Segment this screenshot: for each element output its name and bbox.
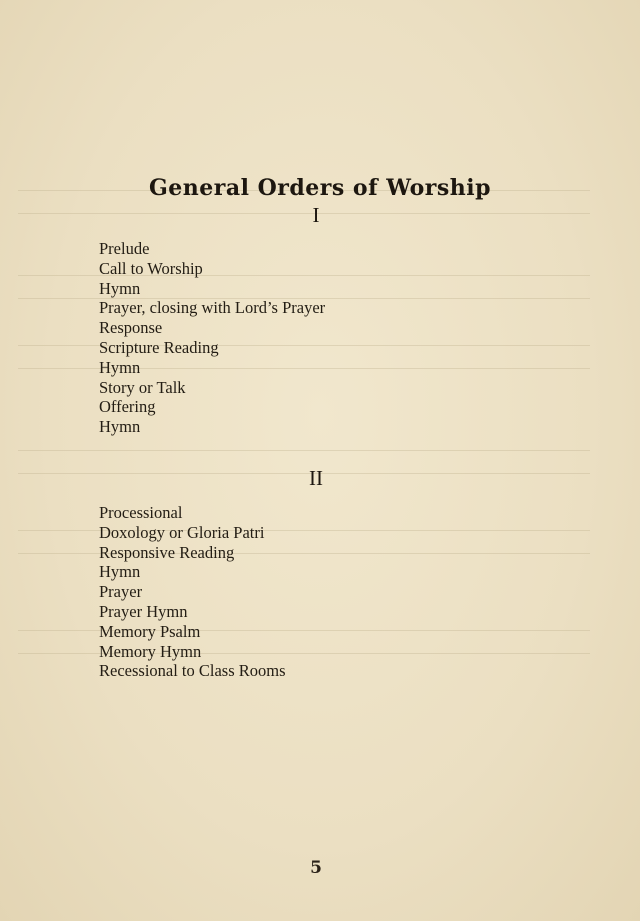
list-item: Doxology or Gloria Patri: [99, 522, 265, 542]
page-title: General Orders of Worship: [148, 174, 491, 201]
list-item: Memory Psalm: [99, 621, 201, 641]
list-item: Hymn: [99, 562, 141, 582]
list-item: Prayer: [99, 582, 143, 602]
list-item: Story or Talk: [99, 377, 186, 397]
list-item: Responsive Reading: [99, 542, 235, 562]
list-item: Hymn: [99, 417, 141, 437]
order-list-1: [99, 239, 325, 437]
list-item: Hymn: [99, 278, 141, 298]
list-item: Recessional to Class Rooms: [99, 661, 286, 681]
list-item: Prelude: [99, 239, 150, 258]
section-numeral-2: II: [309, 466, 323, 490]
list-item: Processional: [99, 503, 183, 522]
list-item: Call to Worship: [99, 258, 203, 278]
list-item: Scripture Reading: [99, 337, 219, 357]
list-item: Response: [99, 318, 163, 338]
page-number: 5: [310, 858, 322, 878]
section-numeral-1: I: [312, 203, 320, 227]
list-item: Hymn: [99, 357, 141, 377]
list-item: Offering: [99, 397, 156, 417]
list-item: Prayer Hymn: [99, 601, 188, 621]
list-item: Memory Hymn: [99, 641, 202, 661]
list-item: Prayer, closing with Lord’s Prayer: [99, 298, 326, 318]
order-list-2: [99, 503, 286, 681]
